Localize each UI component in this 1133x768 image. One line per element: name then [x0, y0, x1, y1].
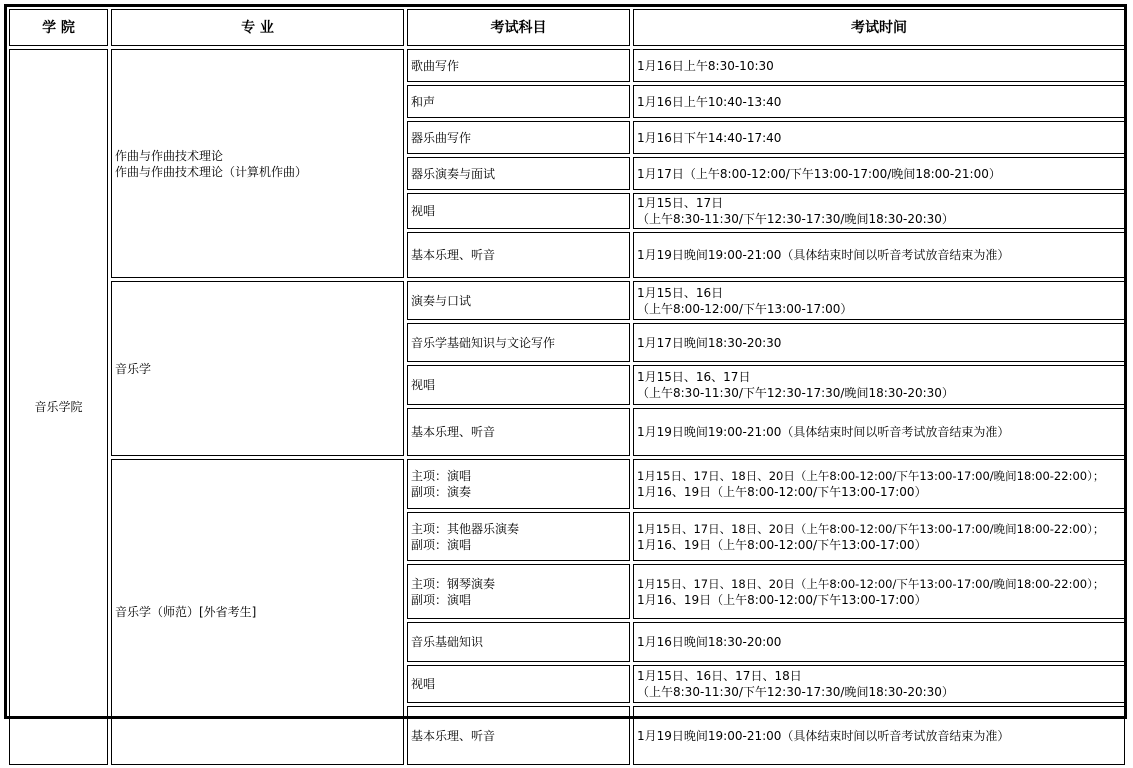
table-row: [9, 281, 1125, 320]
subject-line: 视唱: [411, 677, 436, 691]
major-name: 作曲与作曲技术理论: [115, 148, 224, 163]
subject-cell: [407, 121, 630, 154]
major-name: 作曲与作曲技术理论（计算机作曲）: [115, 164, 308, 179]
time-cell: [633, 157, 1125, 190]
subject-cell: [407, 49, 630, 82]
time-line: 1月15日、17日、18日、20日（上午8:00-12:00/下午13:00-17:00/晚间18:00-22:00）；: [637, 469, 1105, 483]
time-cell: [633, 323, 1125, 362]
schedule-body: [9, 49, 1125, 765]
subject-cell: [407, 365, 630, 405]
header-row: [9, 9, 1125, 46]
subject-cell: [407, 85, 630, 118]
subject-cell: [407, 157, 630, 190]
table-row: [9, 49, 1125, 82]
time-line: 1月16、19日（上午8:00-12:00/下午13:00-17:00）: [637, 537, 927, 552]
major-cell: [111, 281, 404, 456]
time-line: 1月15日、16日、17日、18日: [637, 669, 802, 683]
time-cell: [633, 665, 1125, 703]
time-line: 1月16日下午14:40-17:40: [637, 130, 782, 145]
time-cell: [633, 232, 1125, 278]
time-line: （上午8:30-11:30/下午12:30-17:30/晚间18:30-20:30）: [637, 212, 954, 226]
college-cell: [9, 49, 108, 765]
time-line: 1月17日晚间18:30-20:30: [637, 335, 782, 350]
header-time: 考试时间: [633, 9, 1125, 46]
time-line: 1月17日（上午8:00-12:00/下午13:00-17:00/晚间18:00-21:00）: [637, 166, 1001, 181]
time-line: （上午8:30-11:30/下午12:30-17:30/晚间18:30-20:30）: [637, 685, 954, 699]
time-cell: [633, 281, 1125, 320]
time-cell: [633, 49, 1125, 82]
subject-cell: [407, 564, 630, 619]
time-cell: [633, 622, 1125, 662]
time-line: 1月16日上午8:30-10:30: [637, 58, 774, 73]
subject-line: 基本乐理、听音: [411, 728, 496, 743]
time-line: 1月15日、16日: [637, 285, 724, 300]
subject-line: 副项：演唱: [411, 592, 472, 607]
subject-cell: [407, 665, 630, 703]
subject-line: 基本乐理、听音: [411, 248, 496, 262]
subject-line: 歌曲写作: [411, 58, 460, 73]
time-cell: [633, 85, 1125, 118]
time-line: （上午8:00-12:00/下午13:00-17:00）: [637, 301, 853, 316]
header-subject: 考试科目: [407, 9, 630, 46]
major-cell: [111, 459, 404, 765]
subject-line: 音乐基础知识: [411, 635, 484, 649]
table-row: [9, 459, 1125, 509]
subject-cell: [407, 323, 630, 362]
subject-cell: [407, 193, 630, 229]
time-line: 1月15日、17日: [637, 196, 724, 210]
time-line: 1月19日晚间19:00-21:00（具体结束时间以听音考试放音结束为准）: [637, 728, 1010, 743]
major-name: 音乐学（师范）[外省考生]: [115, 605, 257, 619]
subject-line: 主项：钢琴演奏: [411, 576, 496, 591]
subject-cell: [407, 408, 630, 456]
time-cell: [633, 706, 1125, 765]
exam-schedule-table: [6, 6, 1128, 768]
subject-cell: [407, 512, 630, 561]
subject-line: 音乐学基础知识与文论写作: [411, 335, 556, 350]
subject-cell: [407, 232, 630, 278]
subject-cell: [407, 706, 630, 765]
time-line: 1月16日晚间18:30-20:00: [637, 635, 782, 649]
subject-cell: [407, 281, 630, 320]
college-name: 音乐学院: [34, 400, 83, 414]
time-line: 1月15日、17日、18日、20日（上午8:00-12:00/下午13:00-17:00/晚间18:00-22:00）；: [637, 576, 1105, 591]
subject-line: 器乐曲写作: [411, 130, 472, 145]
major-cell: [111, 49, 404, 278]
time-line: 1月15日、16、17日: [637, 370, 751, 384]
time-cell: [633, 193, 1125, 229]
subject-cell: [407, 622, 630, 662]
time-cell: [633, 564, 1125, 619]
time-line: 1月19日晚间19:00-21:00（具体结束时间以听音考试放音结束为准）: [637, 425, 1010, 439]
time-line: 1月16、19日（上午8:00-12:00/下午13:00-17:00）: [637, 592, 927, 607]
time-cell: [633, 459, 1125, 509]
subject-line: 基本乐理、听音: [411, 425, 496, 439]
subject-line: 器乐演奏与面试: [411, 166, 496, 181]
subject-line: 视唱: [411, 204, 436, 218]
time-line: 1月19日晚间19:00-21:00（具体结束时间以听音考试放音结束为准）: [637, 248, 1010, 262]
time-line: 1月15日、17日、18日、20日（上午8:00-12:00/下午13:00-17:00/晚间18:00-22:00）；: [637, 521, 1105, 536]
time-line: 1月16、19日（上午8:00-12:00/下午13:00-17:00）: [637, 485, 927, 499]
time-cell: [633, 512, 1125, 561]
time-cell: [633, 408, 1125, 456]
time-line: 1月16日上午10:40-13:40: [637, 94, 782, 109]
subject-line: 副项：演奏: [411, 485, 472, 499]
subject-cell: [407, 459, 630, 509]
subject-line: 演奏与口试: [411, 293, 472, 308]
major-name: 音乐学: [115, 361, 152, 376]
subject-line: 视唱: [411, 378, 436, 392]
time-cell: [633, 365, 1125, 405]
header-major: 专 业: [111, 9, 404, 46]
time-cell: [633, 121, 1125, 154]
header-college: 学 院: [9, 9, 108, 46]
subject-line: 主项：演唱: [411, 469, 472, 483]
subject-line: 主项：其他器乐演奏: [411, 521, 520, 536]
subject-line: 副项：演唱: [411, 537, 472, 552]
time-line: （上午8:30-11:30/下午12:30-17:30/晚间18:30-20:30）: [637, 386, 954, 400]
subject-line: 和声: [411, 94, 436, 109]
